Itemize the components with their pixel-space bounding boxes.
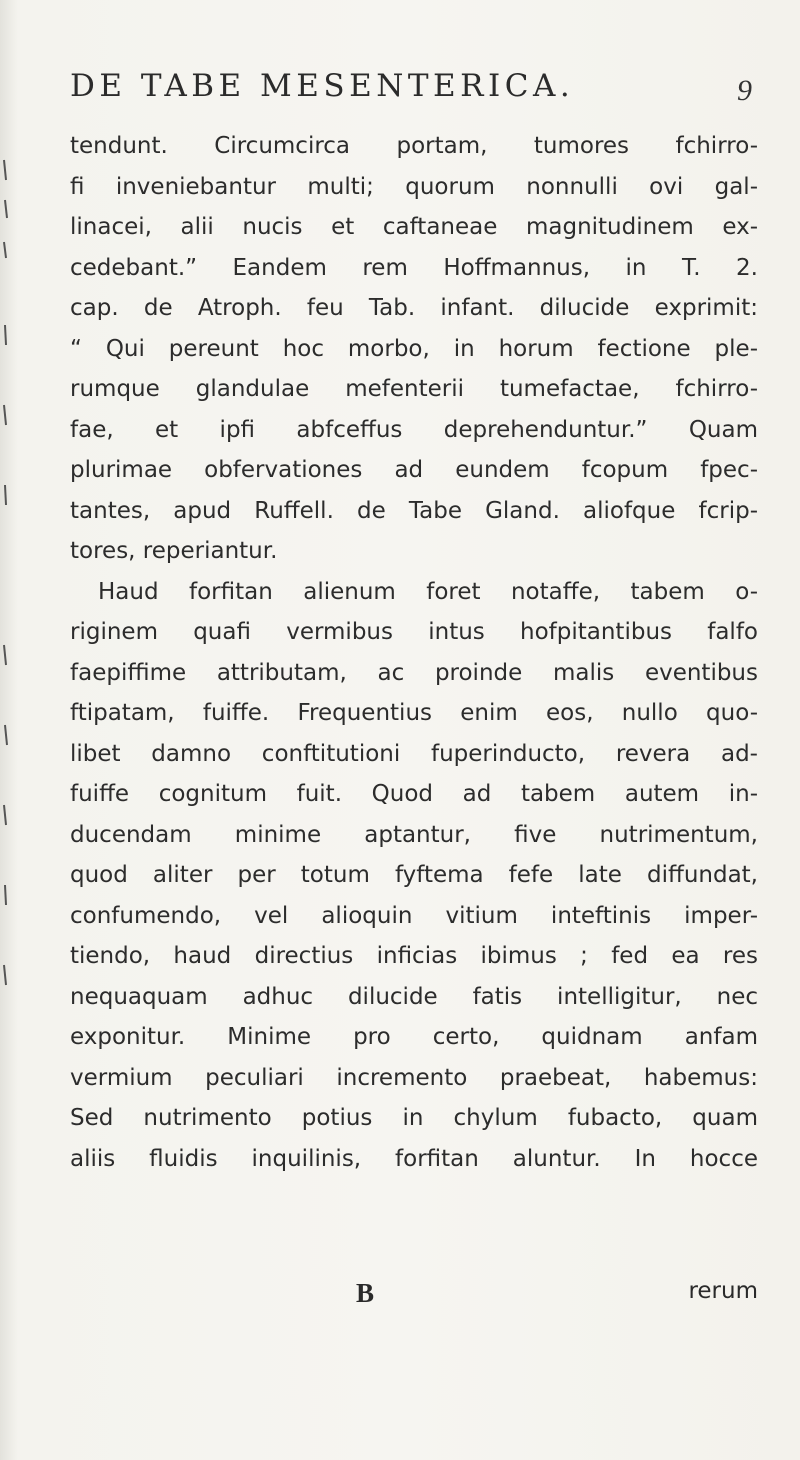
- text-line: “ Qui pereunt hoc morbo, in horum fectione ple-: [70, 335, 758, 362]
- text-line: ftipatam, fuiffe. Frequentius enim eos, nullo quo-: [70, 700, 758, 726]
- text-line: fae, et ipfi abfceffus deprehenduntur.” Quam: [70, 416, 758, 443]
- text-line: Sed nutrimento potius in chylum fubacto, quam: [70, 1105, 758, 1131]
- text-line: rumque glandulae mefenterii tumefactae, fchirro-: [70, 376, 758, 402]
- text-line: tendunt. Circumcirca portam, tumores fchirro-: [70, 133, 758, 159]
- text-line: cap. de Atroph. feu Tab. infant. dilucide exprimit:: [70, 295, 758, 321]
- text-line: cedebant.” Eandem rem Hoffmannus, in T. 2.: [70, 254, 758, 281]
- running-title: DE TABE MESENTERICA.: [70, 68, 575, 104]
- body-text: [70, 126, 758, 1179]
- page-footer: [70, 1278, 758, 1318]
- page-number: 9: [737, 74, 752, 107]
- text-line: tiendo, haud directius inficias ibimus ; fed ea res: [70, 943, 758, 969]
- catchword: rerum: [688, 1278, 758, 1304]
- text-line: plurimae obfervationes ad eundem fcopum fpec-: [70, 457, 758, 483]
- signature-mark: B: [356, 1278, 375, 1308]
- text-line: aliis fluidis inquilinis, forfitan aluntur. In hocce: [70, 1145, 758, 1172]
- text-line: exponitur. Minime pro certo, quidnam anfam: [70, 1024, 758, 1050]
- text-line: confumendo, vel alioquin vitium inteftinis imper-: [70, 902, 758, 929]
- running-head: [70, 68, 760, 108]
- text-line: tores, reperiantur.: [70, 538, 278, 564]
- text-line: nequaquam adhuc dilucide fatis intelligitur, nec: [70, 983, 758, 1010]
- text-line: vermium peculiari incremento praebeat, habemus:: [70, 1064, 758, 1091]
- text-line: linacei, alii nucis et caftaneae magnitudinem ex-: [70, 214, 758, 240]
- text-line: ducendam minime aptantur, five nutrimentum,: [70, 821, 758, 848]
- text-line: tantes, apud Ruffell. de Tabe Gland. aliofque fcrip-: [70, 497, 758, 524]
- text-line: quod aliter per totum fyftema fefe late diffundat,: [70, 862, 758, 888]
- paragraph-start-line: Haud forfitan alienum foret notaffe, tabem o-: [98, 578, 758, 605]
- text-line: riginem quafi vermibus intus hofpitantibus falfo: [70, 619, 758, 645]
- text-line: libet damno conftitutioni fuperinducto, revera ad-: [70, 740, 758, 767]
- text-line: faepiffime attributam, ac proinde malis eventibus: [70, 659, 758, 686]
- text-line: fuiffe cognitum fuit. Quod ad tabem autem in-: [70, 781, 758, 807]
- text-line: fi inveniebantur multi; quorum nonnulli ovi gal-: [70, 173, 758, 200]
- binding-edge: [0, 0, 18, 1460]
